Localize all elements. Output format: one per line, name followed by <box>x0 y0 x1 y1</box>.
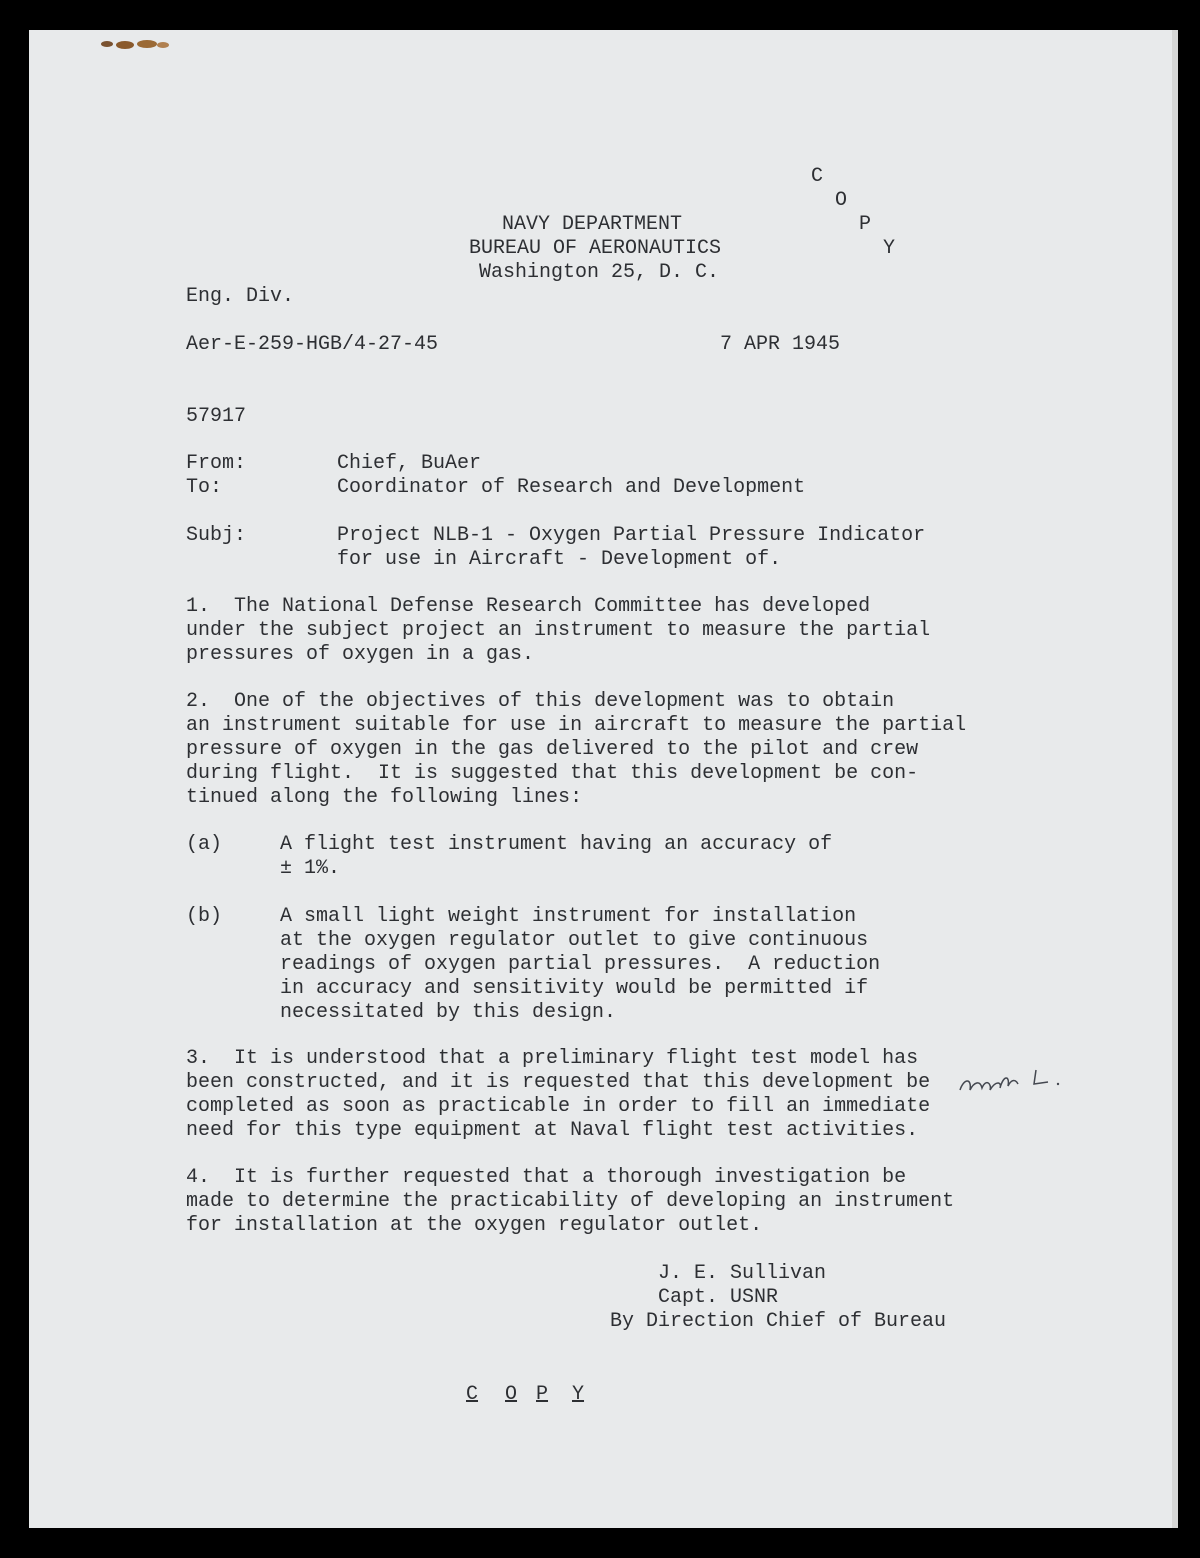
from-label: From: <box>186 452 247 475</box>
rust-stain-mark <box>95 38 173 50</box>
letterhead-department: NAVY DEPARTMENT <box>502 213 683 236</box>
letterhead-bureau: BUREAU OF AERONAUTICS <box>469 237 722 260</box>
paragraph-1-line: under the subject project an instrument to measure the partial <box>186 619 931 642</box>
paragraph-2-line: pressure of oxygen in the gas delivered to the pilot and crew <box>186 738 919 761</box>
file-reference: Aer-E-259-HGB/4-27-45 <box>186 333 439 356</box>
paragraph-3-line: need for this type equipment at Naval flight test activities. <box>186 1119 919 1142</box>
subject-label: Subj: <box>186 524 247 547</box>
footer-copy-o: O <box>505 1383 518 1406</box>
letter-date: 7 APR 1945 <box>720 333 841 356</box>
copy-stamp-y: Y <box>883 237 896 260</box>
paragraph-2-line: tinued along the following lines: <box>186 786 583 809</box>
item-b-line: A small light weight instrument for installation <box>280 905 857 928</box>
subject-line-2: for use in Aircraft - Development of. <box>337 548 782 571</box>
to-value: Coordinator of Research and Development <box>337 476 806 499</box>
signatory-name: J. E. Sullivan <box>658 1262 827 1285</box>
item-b-line: necessitated by this design. <box>280 1001 617 1024</box>
paragraph-2-line: an instrument suitable for use in aircraft to measure the partial <box>186 714 967 737</box>
paragraph-2-line: 2. One of the objectives of this development was to obtain <box>186 690 895 713</box>
paragraph-4-line: for installation at the oxygen regulator outlet. <box>186 1214 763 1237</box>
footer-copy-c: C <box>466 1383 479 1406</box>
item-b-line: readings of oxygen partial pressures. A reduction <box>280 953 881 976</box>
copy-stamp-p: P <box>859 213 872 236</box>
signatory-rank: Capt. USNR <box>658 1286 779 1309</box>
paragraph-1-line: pressures of oxygen in a gas. <box>186 643 535 666</box>
copy-stamp-c: C <box>811 165 824 188</box>
paragraph-4-line: 4. It is further requested that a thorough investigation be <box>186 1166 907 1189</box>
signatory-authority: By Direction Chief of Bureau <box>610 1310 947 1333</box>
document-number: 57917 <box>186 405 247 428</box>
subject-line-1: Project NLB-1 - Oxygen Partial Pressure Indicator <box>337 524 926 547</box>
paragraph-3-line: been constructed, and it is requested that this development be <box>186 1071 931 1094</box>
from-value: Chief, BuAer <box>337 452 482 475</box>
footer-copy-p: P <box>536 1383 549 1406</box>
item-a-line: ± 1%. <box>280 857 341 880</box>
copy-stamp-o: O <box>835 189 848 212</box>
to-label: To: <box>186 476 223 499</box>
item-b-label: (b) <box>186 905 223 928</box>
paragraph-3-line: 3. It is understood that a preliminary flight test model has <box>186 1047 919 1070</box>
item-a-line: A flight test instrument having an accuracy of <box>280 833 833 856</box>
paragraph-1-line: 1. The National Defense Research Committee has developed <box>186 595 871 618</box>
paragraph-4-line: made to determine the practicability of developing an instrument <box>186 1190 955 1213</box>
handwritten-margin-note <box>952 1060 1072 1100</box>
paragraph-2-line: during flight. It is suggested that this development be con- <box>186 762 919 785</box>
item-b-line: in accuracy and sensitivity would be permitted if <box>280 977 869 1000</box>
paragraph-3-line: completed as soon as practicable in order to fill an immediate <box>186 1095 931 1118</box>
division-label: Eng. Div. <box>186 285 295 308</box>
item-a-label: (a) <box>186 833 223 856</box>
item-b-line: at the oxygen regulator outlet to give continuous <box>280 929 869 952</box>
footer-copy-y: Y <box>572 1383 585 1406</box>
letterhead-address: Washington 25, D. C. <box>479 261 720 284</box>
